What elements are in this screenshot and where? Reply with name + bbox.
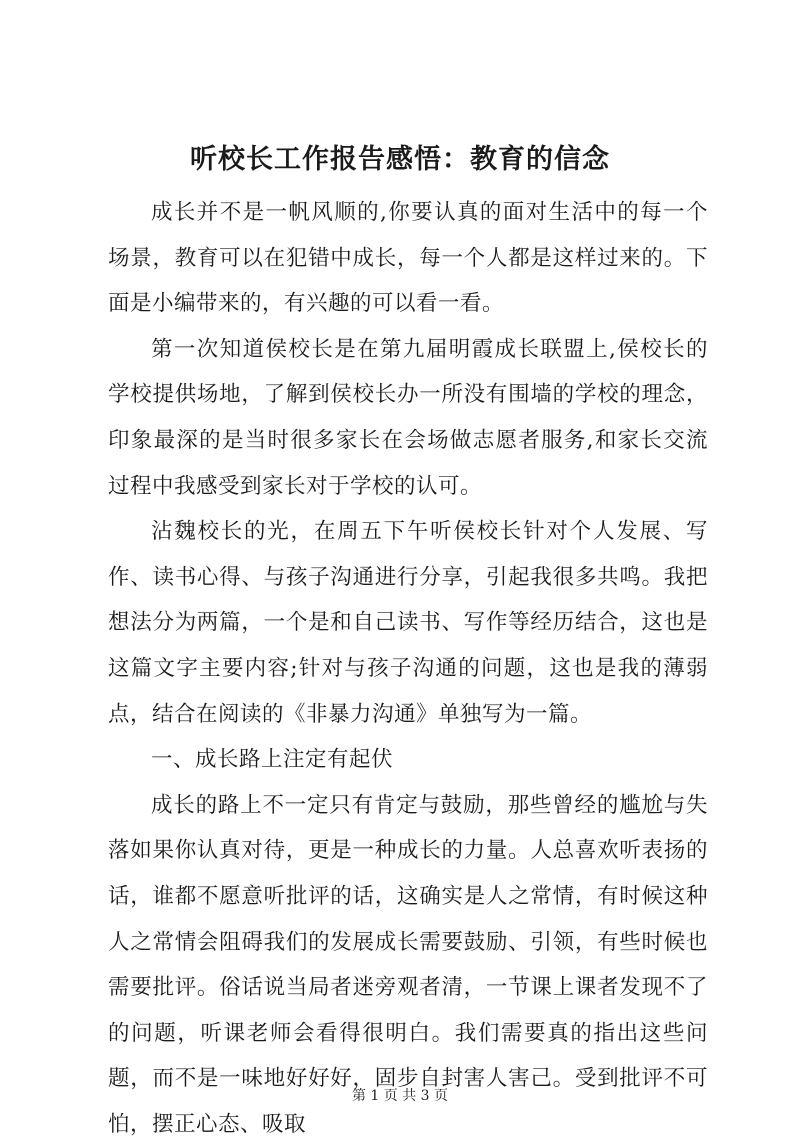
page-number-footer: 第 1 页 共 3 页	[351, 1088, 449, 1104]
paragraph-sharing: 沾魏校长的光，在周五下午听侯校长针对个人发展、写作、读书心得、与孩子沟通进行分享，引起我很多共鸣。我把想法分为两篇，一个是和自己读书、写作等经历结合，这也是这篇文字主要内容;针对与孩子沟通的问题，这也是我的薄弱点，结合在阅读的《非暴力沟通》单独写为一篇。	[108, 519, 708, 727]
document-body	[108, 190, 708, 1147]
paragraph-growth: 成长的路上不一定只有肯定与鼓励，那些曾经的尴尬与失落如果你认真对待，更是一种成长的力量。人总喜欢听表扬的话，谁都不愿意听批评的话，这确实是人之常情，有时候这种人之常情会阻碍我们的发展成长需要鼓励、引领，有些时候也需要批评。俗话说当局者迷旁观者清，一节课上课者发现不了的问题，听课老师会看得很明白。我们需要真的指出这些问题，而不是一味地好好好，固步自封害人害己。受到批评不可怕，摆正心态、吸取	[108, 792, 708, 1137]
paragraph-first-meeting: 第一次知道侯校长是在第九届明霞成长联盟上,侯校长的学校提供场地，了解到侯校长办一所没有围墙的学校的理念，印象最深的是当时很多家长在会场做志愿者服务,和家长交流过程中我感受到家长对于学校的认可。	[108, 336, 708, 499]
paragraph-intro: 成长并不是一帆风顺的,你要认真的面对生活中的每一个场景，教育可以在犯错中成长，每一个人都是这样过来的。下面是小编带来的，有兴趣的可以看一看。	[108, 200, 708, 317]
document-title: 听校长工作报告感悟：教育的信念	[190, 144, 610, 175]
section-heading-growth: 一、成长路上注定有起伏	[151, 747, 394, 773]
